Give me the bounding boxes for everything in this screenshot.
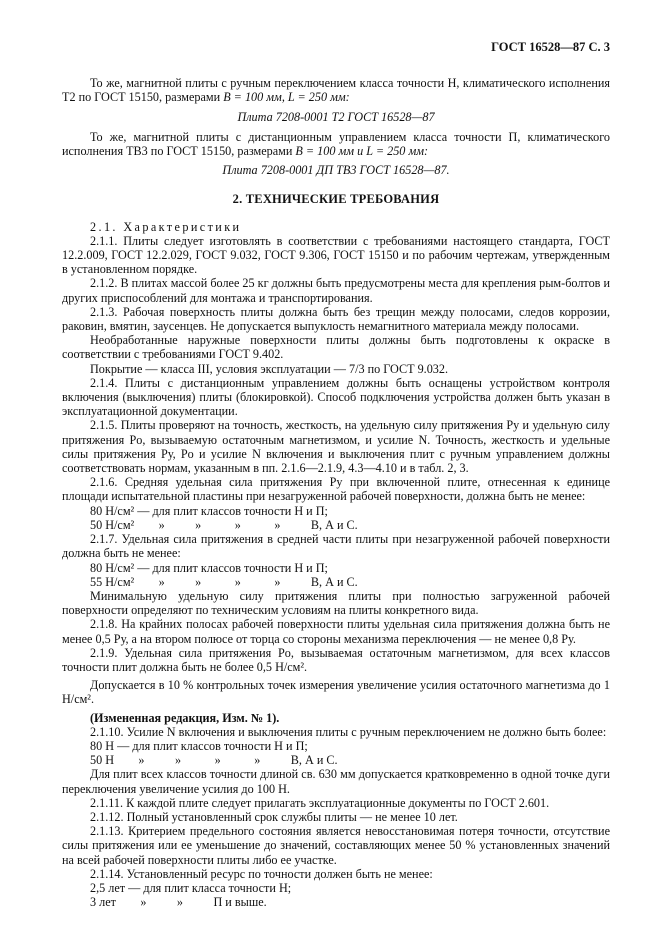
resource-row-2-5: 2,5 лет — для плит класса точности Н;	[90, 880, 292, 895]
intro-paragraph-2: То же, магнитной плиты с дистанционным управлением класса точности П, климатического исполнения ТВ3 по ГОСТ 15150, размерами B = 100 мм и L = 250 мм:	[62, 129, 610, 159]
norm-row-80-middle: 80 Н/см² — для плит классов точности Н и П;	[90, 560, 328, 575]
intro-paragraph-1: То же, магнитной плиты с ручным переключением класса точности Н, климатического исполнения Т2 по ГОСТ 15150, размерами B = 100 мм, L = 250 мм:	[62, 76, 610, 105]
clause-2-1-13: 2.1.13. Критерием предельного состояния является невосстановимая потеря точности, отсутствие силы притяжения или ее уменьшение до значений, составляющих менее 50 % установленных значений на всей рабочей поверхности плиты либо ее участке.	[62, 824, 610, 867]
clause-2-1-10: 2.1.10. Усилие N включения и выключения плиты с ручным переключением не должно быть более:	[90, 724, 607, 739]
clause-2-1-4: 2.1.4. Плиты с дистанционным управлением должны быть оснащены устройством контроля включения (выключения) плиты (блокировкой). Способ подключения устройства должен быть указан в эксплуатационной документации.	[62, 375, 610, 419]
norm-row-80: 80 Н/см² — для плит классов точности Н и П;	[90, 503, 328, 518]
edit-note: (Измененная редакция, Изм. № 1).	[90, 710, 280, 725]
norm-row-50: 50 Н/см² » » » » В, А и С.	[90, 517, 358, 532]
clause-2-1-2: 2.1.2. В плитах массой более 25 кг должны быть предусмотрены места для крепления рым-болтов и других приспособлений для монтажа и транспортирования.	[62, 276, 610, 305]
section-title: 2. ТЕХНИЧЕСКИЕ ТРЕБОВАНИЯ	[232, 192, 440, 207]
running-header: ГОСТ 16528—87 С. 3	[491, 40, 610, 54]
clause-2-1-3-paint: Необработанные наружные поверхности плиты должны быть подготовлены к окраске в соответствии с требованиями ГОСТ 9.402.	[62, 333, 610, 362]
clause-2-1-9-allowance: Допускается в 10 % контрольных точек измерения увеличение усилия остаточного магнетизма до 1 Н/см².	[62, 678, 610, 707]
clause-2-1-3-coating: Покрытие — класса III, условия эксплуатации — 7/3 по ГОСТ 9.032.	[90, 361, 449, 376]
clause-2-1-8: 2.1.8. На крайних полосах рабочей поверхности плиты удельная сила притяжения должна быть не менее 0,5 Pу, а на втором полюсе от торца со стороны механизма переключения — не менее 0,8 Pу.	[62, 617, 610, 646]
clause-2-1-5: 2.1.5. Плиты проверяют на точность, жесткость, на удельную силу притяжения Pу и удельную силу притяжения Pо, вызываемую остаточным магнетизмом, и усилие N. Точность, жесткость и удельные силы притяжения Pу, Pо и усилие N включения и выключения плит с ручным управлением должны соответствовать нормам, указанным в пп. 2.1.6—2.1.9, 4.3—4.10 и в табл. 2, 3.	[62, 418, 610, 476]
clause-2-1-7-min: Минимальную удельную силу притяжения плиты при полностью загруженной рабочей поверхности определяют по техническим условиям на плиты конкретного вида.	[62, 588, 610, 618]
resource-row-3: 3 лет » » П и выше.	[90, 895, 267, 910]
clause-2-1-3: 2.1.3. Рабочая поверхность плиты должна быть без трещин между полосами, следов коррозии, раковин, вмятин, заусенцев. Не допускается выпуклость немагнитного материала между полосами.	[62, 304, 610, 334]
force-row-50: 50 Н » » » » В, А и С.	[90, 753, 338, 768]
document-page	[62, 40, 610, 909]
clause-2-1: 2.1. Характеристики	[90, 219, 242, 234]
designation-example-1: Плита 7208-0001 Т2 ГОСТ 16528—87	[237, 109, 435, 124]
clause-2-1-7: 2.1.7. Удельная сила притяжения в средней части плиты при незагруженной рабочей поверхности должна быть не менее:	[62, 532, 610, 561]
clause-2-1-12: 2.1.12. Полный установленный срок службы плиты — не менее 10 лет.	[90, 809, 458, 824]
norm-row-55: 55 Н/см² » » » » В, А и С.	[90, 574, 358, 589]
clause-2-1-9: 2.1.9. Удельная сила притяжения Pо, вызываемая остаточным магнетизмом, для всех классов точности плит должна быть не более 0,5 Н/см².	[62, 645, 610, 674]
clause-2-1-11: 2.1.11. К каждой плите следует прилагать эксплуатационные документы по ГОСТ 2.601.	[90, 795, 550, 810]
clause-2-1-6: 2.1.6. Средняя удельная сила притяжения Pу при включенной плите, отнесенная к единице площади испытательной пластины при незагруженной рабочей поверхности, должна быть не менее:	[62, 475, 610, 504]
clause-2-1-10-long-plates: Для плит всех классов точности длиной св. 630 мм допускается кратковременно в одной точке дуги переключения увеличение усилия до 100 Н.	[62, 767, 610, 796]
designation-example-2: Плита 7208-0001 ДП ТВ3 ГОСТ 16528—87.	[222, 163, 450, 178]
force-row-80: 80 Н — для плит классов точности Н и П;	[90, 738, 308, 753]
clause-2-1-14: 2.1.14. Установленный ресурс по точности должен быть не менее:	[90, 866, 433, 881]
clause-2-1-1: 2.1.1. Плиты следует изготовлять в соответствии с требованиями настоящего стандарта, ГОСТ 12.2.009, ГОСТ 12.2.029, ГОСТ 9.032, ГОСТ 9.306, ГОСТ 15150 и по рабочим чертежам, утвержденным в установленном порядке.	[62, 233, 610, 277]
